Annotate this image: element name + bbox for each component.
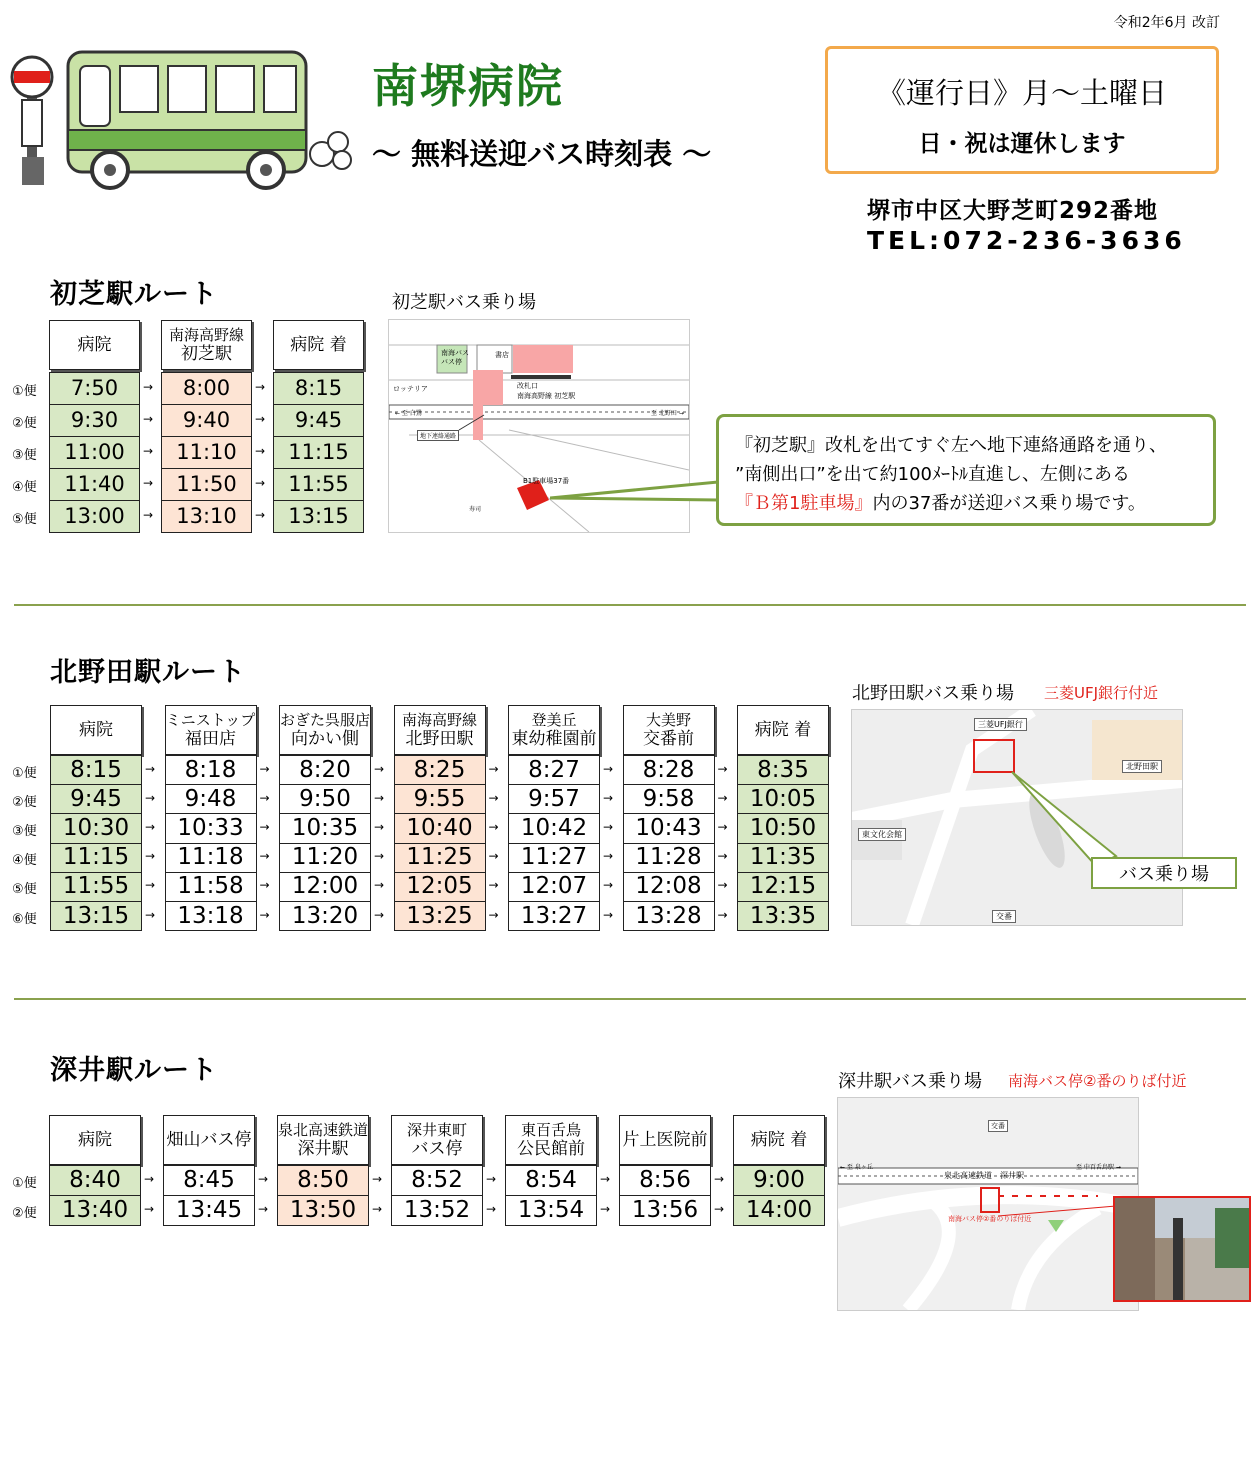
column-header [623, 705, 715, 755]
time-cell: 9:57 [508, 784, 600, 814]
arrow-icon: → [259, 878, 270, 893]
trip-label: ③便 [12, 824, 37, 839]
divider [14, 604, 1246, 606]
trip-label: ⑤便 [12, 512, 37, 527]
arrow-icon: → [603, 761, 614, 776]
time-cell: 12:07 [508, 872, 600, 902]
column-header-line: 泉北高速鉄道 [278, 1121, 369, 1139]
time-cell: 11:10 [161, 436, 252, 469]
arrow-icon: → [714, 1172, 725, 1186]
column-header [737, 705, 829, 755]
column-header [277, 1115, 369, 1165]
arrow-icon: → [145, 761, 156, 776]
map-label-bus-stop: 南海バス バス停 [441, 349, 469, 366]
time-cell: 10:42 [508, 813, 600, 843]
column-header-line: 病院 [79, 719, 113, 740]
arrow-icon: → [488, 878, 499, 893]
column-header [163, 1115, 255, 1165]
arrow-icon: → [143, 412, 154, 426]
column-header-line: 病院 着 [290, 334, 347, 355]
time-cell: 8:50 [277, 1165, 369, 1196]
time-cell: 12:00 [279, 872, 371, 902]
time-cell: 8:27 [508, 755, 600, 785]
arrow-icon: → [374, 849, 385, 864]
arrow-icon: → [145, 907, 156, 922]
map-label-koban: 交番 [992, 910, 1016, 923]
map-label-hall: 東文化会館 [858, 828, 906, 841]
time-cell: 11:28 [623, 843, 715, 873]
column-header [394, 705, 486, 755]
time-cell: 12:08 [623, 872, 715, 902]
arrow-icon: → [144, 1172, 155, 1186]
column-header [733, 1115, 825, 1165]
column-header-line: 大美野 [645, 711, 691, 729]
time-cell: 12:05 [394, 872, 486, 902]
time-cell: 9:40 [161, 404, 252, 437]
column-header-line: 東幼稚園前 [511, 729, 597, 749]
time-cell: 8:15 [50, 755, 142, 785]
column-header-line: ミニストップ [165, 711, 256, 729]
callout-line2: ”南側出口”を出て約100ﾒｰﾄﾙ直進し、左側にある [735, 464, 1131, 485]
column-header [279, 705, 371, 755]
route-title-hatsushiba: 初芝駅ルート [50, 279, 218, 310]
column-header-line: バス停 [411, 1139, 463, 1159]
column-header-line: 登美丘 [531, 711, 577, 729]
map-fukai [837, 1097, 1139, 1311]
time-cell: 11:55 [273, 468, 364, 501]
time-cell: 9:30 [49, 404, 140, 437]
arrow-icon: → [259, 907, 270, 922]
arrow-icon: → [145, 790, 156, 805]
map-label-parking: B1駐車場37番 [523, 477, 570, 485]
arrow-icon: → [488, 849, 499, 864]
trip-label: ①便 [12, 1176, 37, 1191]
arrow-icon: → [488, 907, 499, 922]
time-cell: 13:54 [505, 1195, 597, 1226]
arrow-icon: → [488, 761, 499, 776]
map-title-kitanoda: 北野田駅バス乗り場 [852, 683, 1014, 704]
callout-pointer-kitanoda [1010, 770, 1120, 870]
column-header-line: 南海高野線 [168, 326, 244, 344]
arrow-icon: → [603, 849, 614, 864]
bus-stop-photo [1113, 1196, 1251, 1302]
time-cell: 10:33 [165, 813, 257, 843]
arrow-icon: → [717, 878, 728, 893]
column-header-line: 南海高野線 [401, 711, 477, 729]
time-cell: 11:15 [273, 436, 364, 469]
map-label-fukai-station: 泉北高速鉄道 深井駅 [944, 1171, 1024, 1180]
time-cell: 9:45 [50, 784, 142, 814]
time-cell: 13:10 [161, 500, 252, 533]
divider [14, 998, 1246, 1000]
map-label-fukai-koban: 交番 [988, 1120, 1008, 1132]
column-header [161, 320, 252, 370]
time-cell: 9:50 [279, 784, 371, 814]
map-label-kitanoda-station: 北野田駅 [1122, 760, 1162, 773]
time-cell: 13:00 [49, 500, 140, 533]
map-title-fukai: 深井駅バス乗り場 [838, 1071, 982, 1092]
arrow-icon: → [143, 508, 154, 522]
time-cell: 10:50 [737, 813, 829, 843]
route-title-fukai: 深井駅ルート [50, 1055, 218, 1086]
map-note-kitanoda: 三菱UFJ銀行付近 [1044, 684, 1159, 702]
time-cell: 9:45 [273, 404, 364, 437]
column-header-line: 向かい側 [291, 729, 359, 749]
arrow-icon: → [374, 907, 385, 922]
arrow-icon: → [374, 878, 385, 893]
column-header [49, 320, 140, 370]
time-cell: 13:52 [391, 1195, 483, 1226]
time-cell: 8:52 [391, 1165, 483, 1196]
callout-hatsushiba [716, 414, 1216, 526]
arrow-icon: → [372, 1202, 383, 1216]
arrow-icon: → [255, 380, 266, 394]
column-header-line: 深井東町 [406, 1121, 467, 1139]
map-label-tunnel: 地下連絡通路 [417, 430, 459, 441]
arrow-icon: → [603, 907, 614, 922]
time-cell: 11:27 [508, 843, 600, 873]
column-header-line: 交番前 [643, 729, 694, 749]
column-header-line: 片上医院前 [622, 1129, 708, 1150]
callout-pointer-hatsushiba [550, 480, 730, 510]
map-note-fukai: 南海バス停②番のりば付近 [1008, 1072, 1187, 1090]
arrow-icon: → [603, 878, 614, 893]
column-header-line: 福田店 [185, 729, 236, 749]
callout-kitanoda: バス乗り場 [1091, 857, 1237, 889]
arrow-icon: → [600, 1202, 611, 1216]
time-cell: 11:58 [165, 872, 257, 902]
time-cell: 11:20 [279, 843, 371, 873]
time-cell: 10:05 [737, 784, 829, 814]
time-cell: 11:25 [394, 843, 486, 873]
arrow-icon: → [144, 1202, 155, 1216]
arrow-icon: → [374, 820, 385, 834]
arrow-icon: → [603, 790, 614, 805]
arrow-icon: → [145, 878, 156, 893]
arrow-icon: → [717, 790, 728, 805]
arrow-icon: → [255, 412, 266, 426]
route-title-kitanoda: 北野田駅ルート [50, 657, 246, 688]
page-subtitle: ～ 無料送迎バス時刻表 ～ [372, 137, 712, 171]
map-label-station: 南海高野線 初芝駅 [517, 392, 576, 400]
time-cell: 13:27 [508, 901, 600, 931]
time-cell: 13:56 [619, 1195, 711, 1226]
column-header-line: おぎた呉服店 [280, 711, 371, 729]
map-title-hatsushiba: 初芝駅バス乗り場 [392, 292, 536, 313]
arrow-icon: → [488, 790, 499, 805]
trip-label: ④便 [12, 480, 37, 495]
time-cell: 8:40 [49, 1165, 141, 1196]
arrow-icon: → [255, 508, 266, 522]
column-header-line: 病院 着 [754, 719, 812, 740]
column-header-line: 東百舌鳥 [520, 1121, 581, 1139]
time-cell: 8:28 [623, 755, 715, 785]
column-header [273, 320, 364, 370]
time-cell: 9:48 [165, 784, 257, 814]
time-cell: 11:50 [161, 468, 252, 501]
page-title: 南堺病院 [372, 59, 564, 113]
arrow-icon: → [372, 1172, 383, 1186]
map-label-shop: 書店 [495, 351, 509, 359]
arrow-icon: → [258, 1202, 269, 1216]
trip-label: ⑥便 [12, 911, 37, 927]
time-cell: 13:18 [165, 901, 257, 931]
address: 堺市中区大野芝町292番地 [867, 198, 1159, 224]
map-label-fukai-right: 至 中百舌鳥駅 → [1076, 1164, 1121, 1171]
time-cell: 13:15 [50, 901, 142, 931]
time-cell: 11:15 [50, 843, 142, 873]
arrow-icon: → [714, 1202, 725, 1216]
arrow-icon: → [486, 1172, 497, 1186]
time-cell: 8:45 [163, 1165, 255, 1196]
time-cell: 9:00 [733, 1165, 825, 1196]
bus-stop-photo-drawing [1115, 1198, 1249, 1300]
map-label-fukai-stop: 南海バス停②番のりば付近 [948, 1215, 1032, 1223]
arrow-icon: → [259, 849, 270, 864]
column-header [49, 1115, 141, 1165]
time-cell: 8:25 [394, 755, 486, 785]
column-header-line: 病院 着 [750, 1129, 808, 1150]
arrow-icon: → [717, 761, 728, 776]
time-cell: 11:40 [49, 468, 140, 501]
arrow-icon: → [259, 790, 270, 805]
map-label-to-left: ← 至 白鷺 [395, 410, 422, 417]
arrow-icon: → [143, 476, 154, 490]
time-cell: 12:15 [737, 872, 829, 902]
arrow-icon: → [374, 761, 385, 776]
column-header-line: 病院 [77, 334, 112, 355]
trip-label: ①便 [12, 384, 37, 399]
arrow-icon: → [143, 444, 154, 458]
time-cell: 10:43 [623, 813, 715, 843]
time-cell: 10:40 [394, 813, 486, 843]
time-cell: 13:28 [623, 901, 715, 931]
time-cell: 9:55 [394, 784, 486, 814]
bus-illustration-icon [10, 42, 360, 192]
time-cell: 11:00 [49, 436, 140, 469]
trip-label: ③便 [12, 448, 37, 463]
time-cell: 10:35 [279, 813, 371, 843]
arrow-icon: → [259, 820, 270, 834]
time-cell: 8:15 [273, 372, 364, 405]
time-cell: 13:20 [279, 901, 371, 931]
arrow-icon: → [486, 1202, 497, 1216]
arrow-icon: → [255, 476, 266, 490]
revision-date: 令和2年6月 改訂 [1113, 15, 1220, 31]
callout-parking-name: 『Ｂ第1駐車場』 [735, 493, 873, 514]
arrow-icon: → [717, 820, 728, 834]
callout-line3: 内の37番が送迎バス乗り場です。 [872, 493, 1146, 514]
column-header-line: 深井駅 [297, 1139, 349, 1159]
time-cell: 13:40 [49, 1195, 141, 1226]
time-cell: 13:25 [394, 901, 486, 931]
trip-label: ②便 [12, 794, 37, 810]
time-cell: 11:35 [737, 843, 829, 873]
column-header-line: 北野田駅 [405, 729, 474, 749]
time-cell: 8:54 [505, 1165, 597, 1196]
column-header [619, 1115, 711, 1165]
trip-label: ②便 [12, 1206, 37, 1221]
arrow-icon: → [258, 1172, 269, 1186]
column-header [505, 1115, 597, 1165]
map-label-to-right: 至 北野田 → [651, 410, 684, 417]
arrow-icon: → [255, 444, 266, 458]
time-cell: 9:58 [623, 784, 715, 814]
arrow-icon: → [717, 907, 728, 922]
trip-label: ④便 [12, 853, 37, 869]
map-label-lotteria: ロッテリア [393, 385, 428, 393]
callout-line1: 『初芝駅』改札を出てすぐ左へ地下連絡通路を通り、 [735, 435, 1167, 456]
time-cell: 13:45 [163, 1195, 255, 1226]
map-label-bank: 三菱UFJ銀行 [974, 718, 1027, 731]
telephone: TEL:072-236-3636 [867, 226, 1186, 255]
arrow-icon: → [374, 790, 385, 805]
arrow-icon: → [145, 820, 156, 834]
time-cell: 13:50 [277, 1195, 369, 1226]
time-cell: 14:00 [733, 1195, 825, 1226]
column-header-line: 初芝駅 [181, 344, 232, 364]
arrow-icon: → [488, 820, 499, 834]
operation-days-box [825, 46, 1219, 174]
column-header [508, 705, 600, 755]
trip-label: ①便 [12, 765, 37, 781]
time-cell: 8:35 [737, 755, 829, 785]
column-header [50, 705, 142, 755]
column-header [391, 1115, 483, 1165]
time-cell: 13:35 [737, 901, 829, 931]
time-cell: 8:00 [161, 372, 252, 405]
arrow-icon: → [717, 849, 728, 864]
column-header [165, 705, 257, 755]
map-label-sushi: 寿司 [469, 506, 482, 513]
arrow-icon: → [600, 1172, 611, 1186]
column-header-line: 公民館前 [517, 1139, 585, 1159]
time-cell: 11:18 [165, 843, 257, 873]
time-cell: 8:18 [165, 755, 257, 785]
map-label-gate: 改札口 [517, 382, 538, 390]
time-cell: 11:55 [50, 872, 142, 902]
time-cell: 8:20 [279, 755, 371, 785]
arrow-icon: → [145, 849, 156, 864]
arrow-icon: → [143, 380, 154, 394]
trip-label: ⑤便 [12, 882, 37, 898]
operation-days: 《運行日》月～土曜日 [876, 76, 1167, 110]
map-label-fukai-left: ← 至 泉ヶ丘 [840, 1164, 873, 1171]
column-header-line: 病院 [78, 1129, 112, 1150]
time-cell: 7:50 [49, 372, 140, 405]
trip-label: ②便 [12, 416, 37, 431]
time-cell: 10:30 [50, 813, 142, 843]
closed-days: 日・祝は運休します [918, 131, 1126, 157]
arrow-icon: → [259, 761, 270, 776]
arrow-icon: → [603, 820, 614, 834]
time-cell: 8:56 [619, 1165, 711, 1196]
time-cell: 13:15 [273, 500, 364, 533]
column-header-line: 畑山バス停 [166, 1129, 252, 1150]
